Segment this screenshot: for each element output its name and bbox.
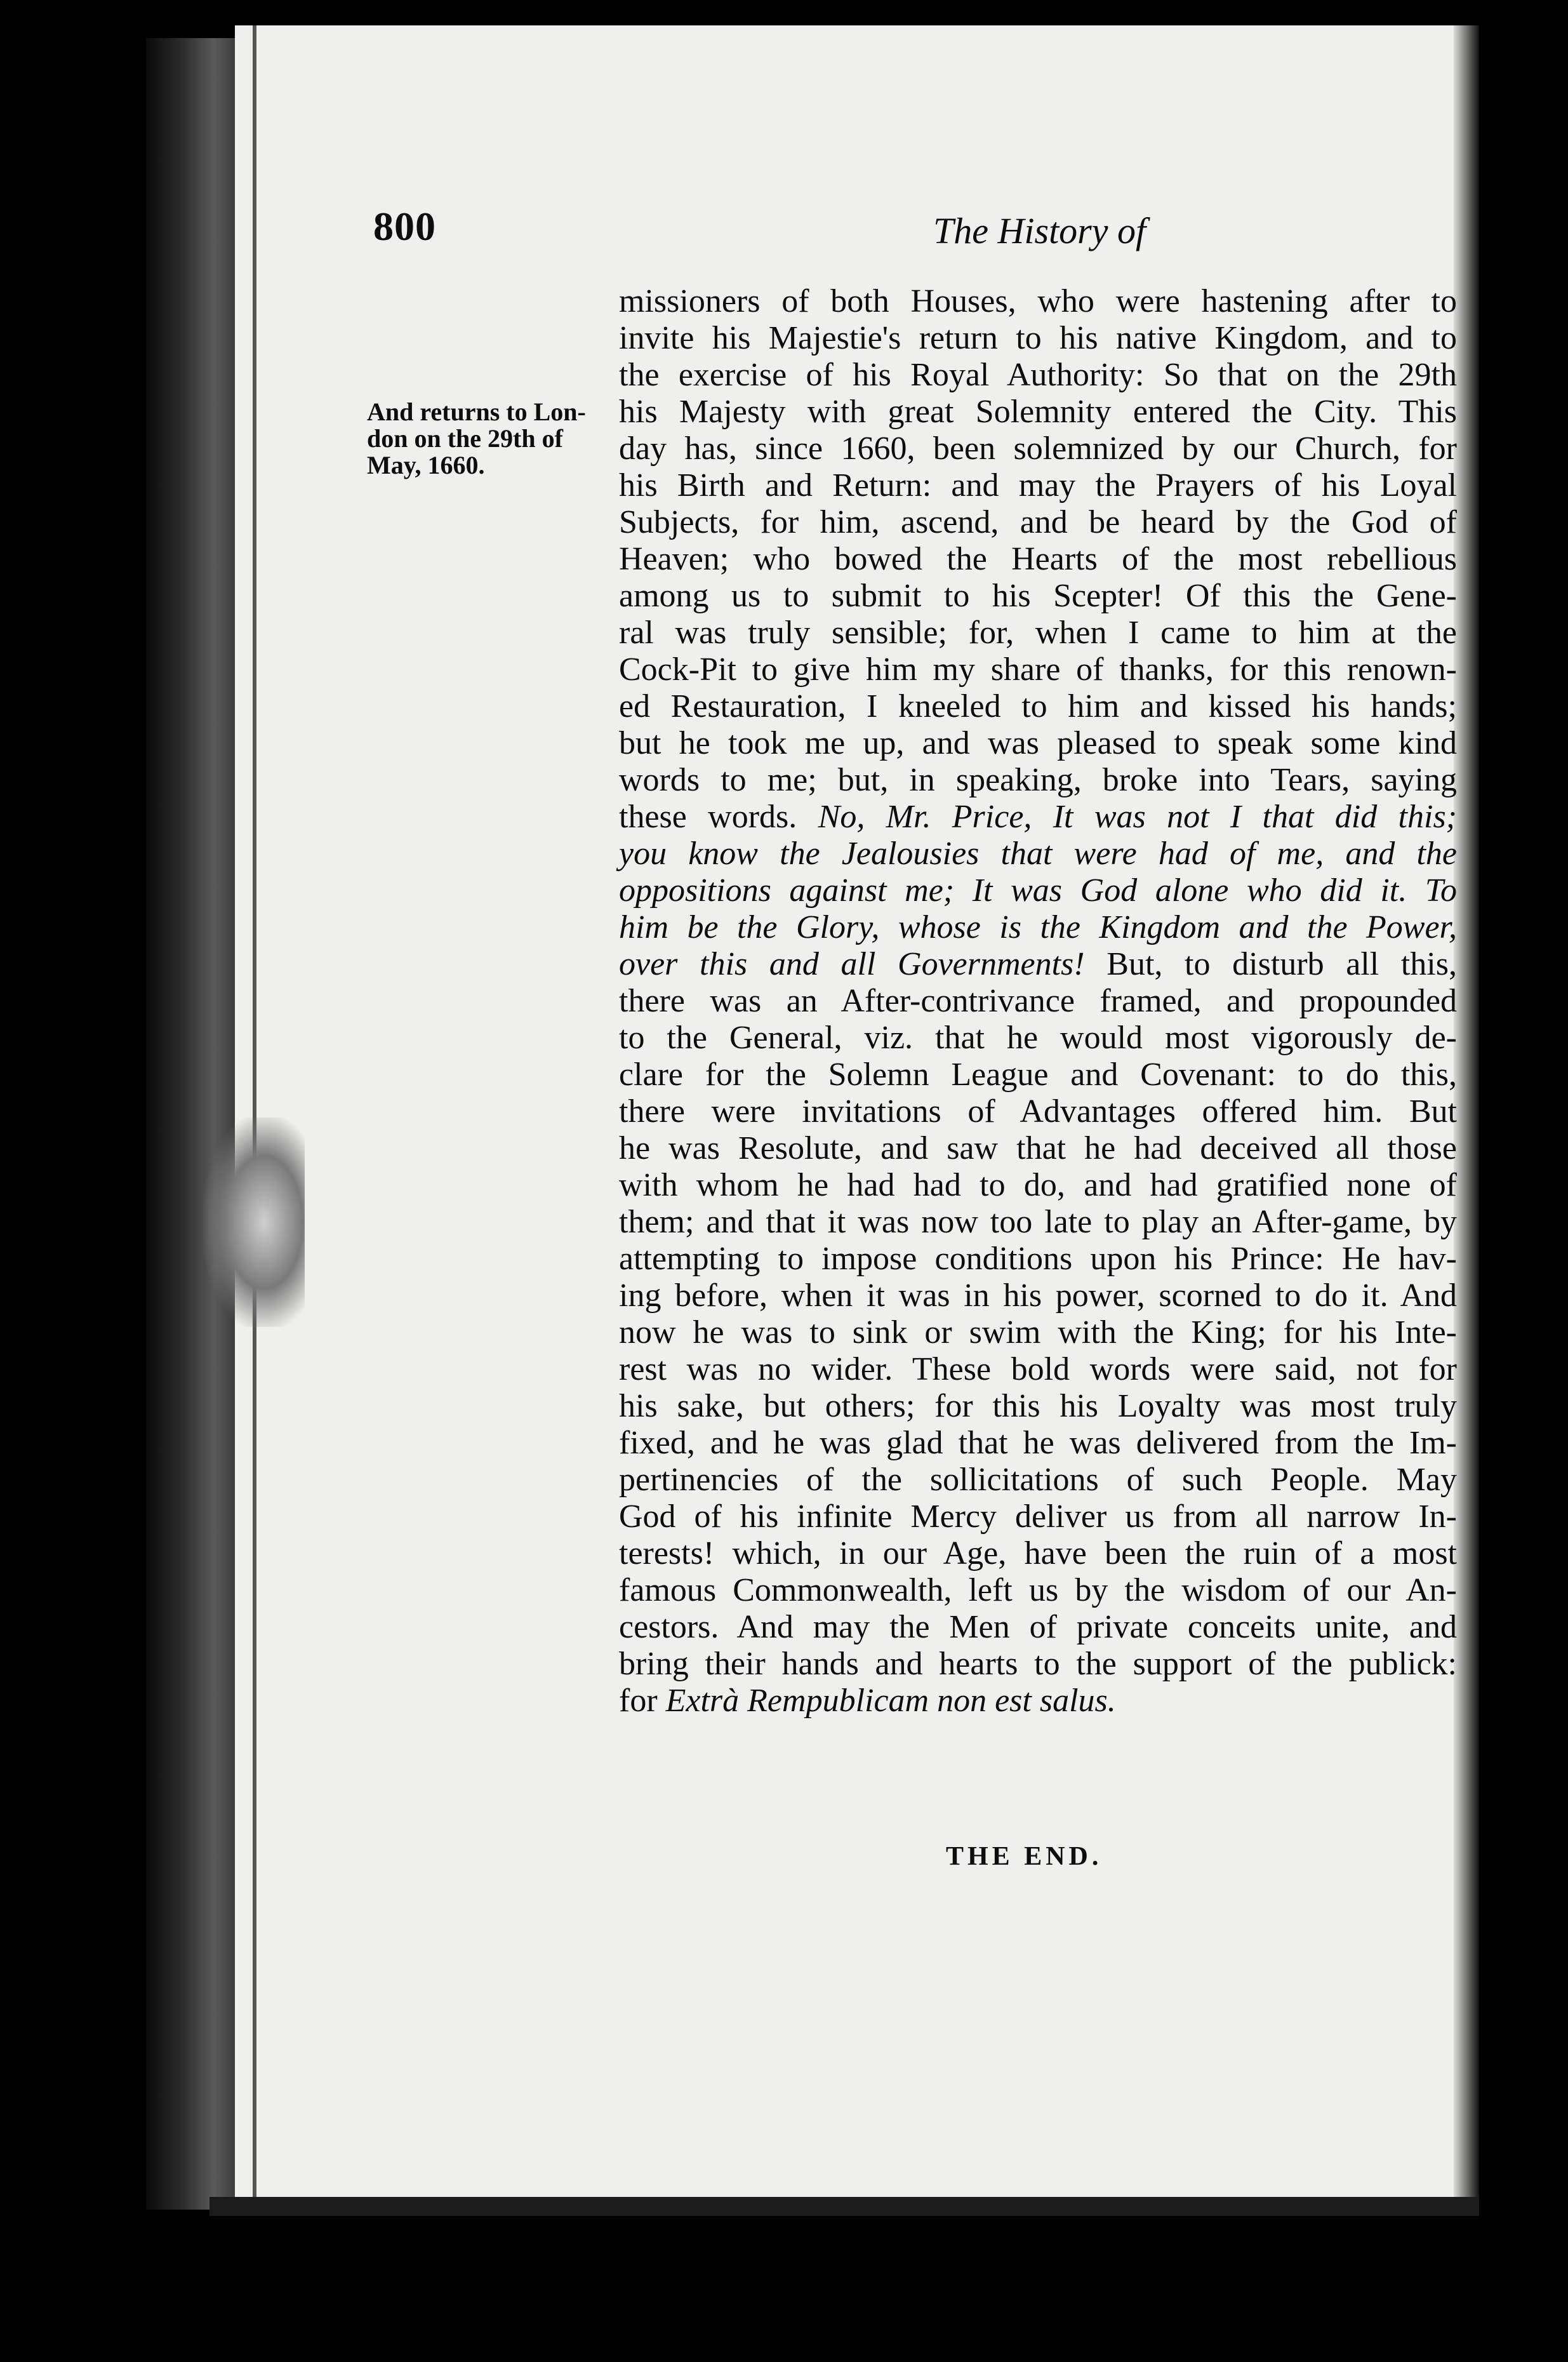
body-text (619, 283, 1457, 1719)
text-line: invite his Majestie's return to his native Kingdom, and to (619, 320, 1457, 356)
page-right-shadow (1454, 25, 1479, 2197)
text-line: he was Resolute, and saw that he had deceived all those (619, 1130, 1457, 1166)
text-line: with whom he had had to do, and had gratified none of (619, 1167, 1457, 1203)
running-head: The History of (933, 210, 1146, 251)
text-line: pertinencies of the sollicitations of such People. May (619, 1462, 1457, 1498)
text-line: the exercise of his Royal Authority: So that on the 29th (619, 357, 1457, 393)
text-line: there was an After-contrivance framed, and propounded (619, 983, 1457, 1019)
text-line: terests! which, in our Age, have been the ruin of a most (619, 1535, 1457, 1571)
text-line: clare for the Solemn League and Covenant: to do this, (619, 1057, 1457, 1093)
text-line: words to me; but, in speaking, broke into Tears, saying (619, 762, 1457, 798)
text-line: you know the Jealousies that were had of me, and the (619, 836, 1457, 872)
text-line: there were invitations of Advantages offered him. But (619, 1093, 1457, 1130)
text-line: his Majesty with great Solemnity entered the City. This (619, 394, 1457, 430)
text-line: Subjects, for him, ascend, and be heard by the God of (619, 504, 1457, 540)
text-line: now he was to sink or swim with the King; for his Inte- (619, 1314, 1457, 1351)
text-line: his Birth and Return: and may the Prayers of his Loyal (619, 467, 1457, 504)
text-line: among us to submit to his Scepter! Of this the Gene- (619, 578, 1457, 614)
text-line: fixed, and he was glad that he was delivered from the Im- (619, 1425, 1457, 1461)
text-line: ed Restauration, I kneeled to him and kissed his hands; (619, 688, 1457, 724)
text-line: God of his infinite Mercy deliver us from all narrow In- (619, 1498, 1457, 1535)
gutter-line (253, 25, 256, 2197)
text-line: ing before, when it was in his power, scorned to do it. And (619, 1278, 1457, 1314)
margin-note-line: don on the 29th of (367, 424, 563, 453)
margin-note-line: And returns to Lon- (367, 397, 586, 426)
margin-note-line: May, 1660. (367, 451, 485, 479)
text-line: over this and all Governments! But, to disturb all this, (619, 946, 1457, 982)
text-line: bring their hands and hearts to the support of the publick: (619, 1646, 1457, 1682)
text-line: missioners of both Houses, who were hastening after to (619, 283, 1457, 319)
text-line: ral was truly sensible; for, when I came to him at the (619, 615, 1457, 651)
text-line: day has, since 1660, been solemnized by our Church, for (619, 430, 1457, 467)
text-line: him be the Glory, whose is the Kingdom and the Power, (619, 909, 1457, 945)
text-line: attempting to impose conditions upon his Prince: He hav- (619, 1241, 1457, 1277)
text-line: oppositions against me; It was God alone who did it. To (619, 872, 1457, 909)
text-line: famous Commonwealth, left us by the wisdom of our An- (619, 1572, 1457, 1608)
text-line: his sake, but others; for this his Loyalty was most truly (619, 1388, 1457, 1424)
text-line: Heaven; who bowed the Hearts of the most rebellious (619, 541, 1457, 577)
text-line: for Extrà Rempublicam non est salus. (619, 1683, 1116, 1719)
page-number: 800 (373, 204, 436, 249)
page-bottom-edge (209, 2197, 1479, 2216)
text-line: rest was no wider. These bold words were said, not for (619, 1351, 1457, 1387)
text-line: but he took me up, and was pleased to speak some kind (619, 725, 1457, 761)
margin-note (367, 399, 595, 479)
text-line: them; and that it was now too late to play an After-game, by (619, 1204, 1457, 1240)
text-line: these words. No, Mr. Price, It was not I that did this; (619, 799, 1457, 835)
text-line: to the General, viz. that he would most vigorously de- (619, 1020, 1457, 1056)
page-stain (203, 1118, 305, 1327)
text-line: Cock-Pit to give him my share of thanks, for this renown- (619, 651, 1457, 688)
text-line: cestors. And may the Men of private conceits unite, and (619, 1609, 1457, 1645)
end-mark: THE END. (946, 1842, 1103, 1871)
